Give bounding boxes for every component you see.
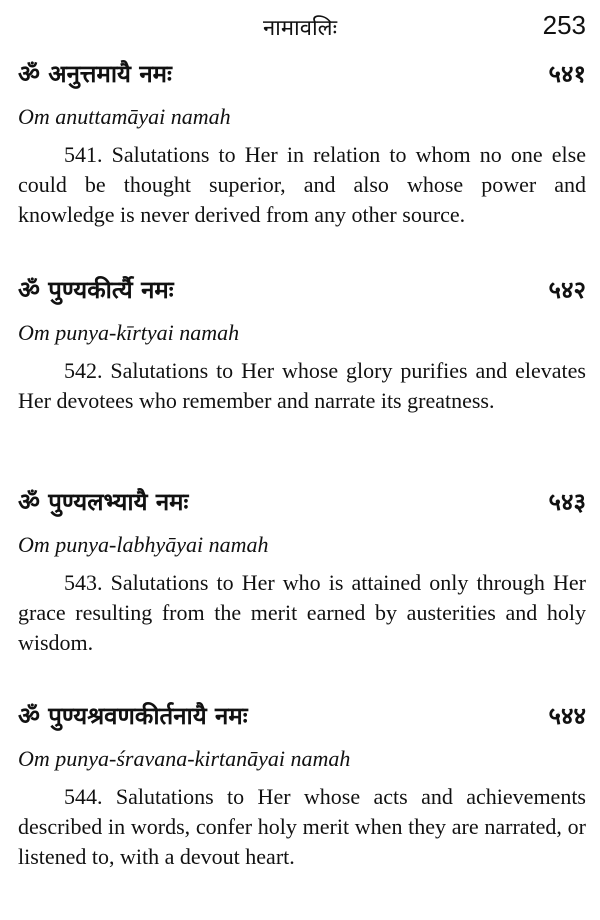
transliteration: Om punya-śravana-kirtanāyai namah xyxy=(18,746,351,771)
transliteration: Om anuttamāyai namah xyxy=(18,104,231,129)
mantra-row xyxy=(0,272,600,312)
name-entry-543 xyxy=(0,484,600,658)
running-title: नामावलिः xyxy=(262,16,338,41)
mantra-row xyxy=(0,56,600,96)
sanskrit-mantra: ॐ पुण्यलभ्यायै नमः xyxy=(18,488,189,516)
name-entry-542 xyxy=(0,272,600,416)
mantra-row xyxy=(0,484,600,524)
entry-number: ५४३ xyxy=(548,488,586,516)
meaning-paragraph: 542. Salutations to Her whose glory purifies and elevates Her devotees who remember and narrate its greatness. xyxy=(18,358,586,413)
page-number: 253 xyxy=(542,10,586,40)
entry-number: ५४२ xyxy=(548,276,586,304)
transliteration: Om punya-labhyāyai namah xyxy=(18,532,269,557)
sanskrit-mantra: ॐ पुण्यश्रवणकीर्तनायै नमः xyxy=(18,702,248,730)
mantra-row xyxy=(0,698,600,738)
transliteration: Om punya-kīrtyai namah xyxy=(18,320,240,345)
meaning-paragraph: 544. Salutations to Her whose acts and achievements described in words, confer holy merit when they are narrated, or listened to, with a devout heart. xyxy=(18,784,586,869)
name-entry-544 xyxy=(0,698,600,872)
entry-number: ५४१ xyxy=(548,60,586,88)
entry-number: ५४४ xyxy=(548,702,586,730)
name-entry-541 xyxy=(0,56,600,230)
page-header xyxy=(0,8,600,48)
sanskrit-mantra: ॐ अनुत्तमायै नमः xyxy=(18,60,172,88)
meaning-paragraph: 543. Salutations to Her who is attained only through Her grace resulting from the merit earned by austerities and holy wisdom. xyxy=(18,570,586,655)
meaning-paragraph: 541. Salutations to Her in relation to whom no one else could be thought superior, and also whose power and knowledge is never derived from any other source. xyxy=(18,142,586,227)
sanskrit-mantra: ॐ पुण्यकीर्त्यै नमः xyxy=(18,276,174,304)
